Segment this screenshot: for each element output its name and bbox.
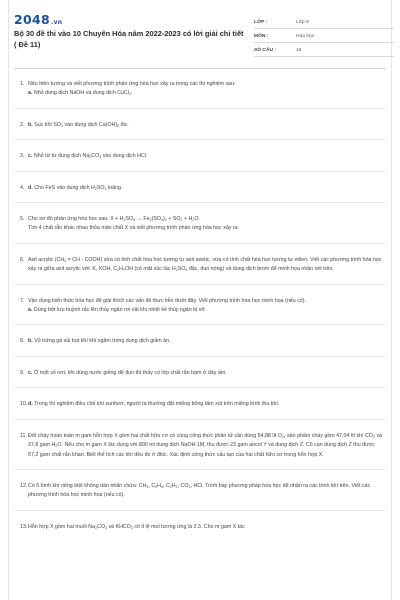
question-2 [14, 121, 386, 140]
document-header [14, 10, 386, 66]
question-text: c. Nhỏ từ từ dung dịch $Na_2CO_3$ vào dung dịch HCl. [28, 153, 148, 160]
page-title: Bộ 30 đề thi vào 10 Chuyên Hóa năm 2022-2023 có lời giải chi tiết ( Đề 11) [14, 29, 244, 49]
site-logo[interactable]: 2048.vn [14, 12, 63, 27]
question-text: Vận dụng kiến thức hóa học để giải thích các vấn đề thực tiễn dưới đây. Viết phương trình hóa học minh họa (nếu có). [28, 297, 307, 304]
question-text: Nêu hiện tượng và viết phương trình phản ứng hóa học xảy ra trong các thí nghiệm sau: [28, 81, 236, 87]
question-text: Có 5 bình khí riêng biệt không dán nhãn chứa: $CH_4$, $C_2H_4$, $C_2H_2$, $CO_2$, HCl. Trình bày phương pháp hóa học để nhận ra các bình khí trên. Viết các phương trình hóa học minh họa (nếu có). [28, 482, 371, 499]
question-list [14, 80, 386, 553]
question-12 [14, 482, 386, 511]
question-7 [14, 297, 386, 326]
question-11 [14, 432, 386, 470]
question-number: 5. [20, 216, 25, 223]
question-4 [14, 184, 386, 203]
question-3 [14, 152, 386, 171]
question-number: 13. [20, 523, 28, 530]
question-13 [14, 523, 386, 541]
question-text: c. Ở một số nơi, khi dùng nước giếng để đun thì thấy có lớp chất rắn bám ở đáy ấm. [28, 369, 227, 376]
meta-subject: MÔN : Hóa học [254, 29, 394, 43]
question-number: 8. [20, 338, 25, 345]
question-number: 2. [20, 121, 25, 128]
header-divider [14, 68, 386, 69]
question-text: Cho sơ đồ phản ứng hóa học sau: $X + H_2SO_4 \to Fe_2(SO_4)_3 + SO_2 + H_2O$. [28, 216, 200, 223]
question-number: 7. [20, 297, 25, 304]
document-meta [254, 15, 394, 57]
question-text: b. Sục khí $SO_2$ vào dung dịch $Ca(OH)_2$ dư. [28, 121, 129, 128]
question-subpart: a. Dùng bột lưu huỳnh rắc lên thủy ngân rơi vãi khi nhiệt kế thủy ngân bị vỡ. [28, 307, 207, 314]
question-text: Axit acrylic ($CH_2$ = CH - COOH) vừa có tính chất hóa học tương tự axit axetic, vừa có tính chất hóa học tương tự etilen. Viết các phương trình hóa học xảy ra giữa axit acrylic với: K, KOH, $C_2H_5OH$ (có mặt xúc tác $H_2SO_4$ đặc, đun nóng) và dung dịch brom để minh họa nhận xét trên. [28, 256, 382, 273]
question-subpart: a. Nhỏ dung dịch NaOH và dung dịch CuCl$_2$. [28, 90, 133, 97]
question-5 [14, 215, 386, 244]
question-text: b. Vỏ trứng gà sủi bọt khí khi ngâm trong dung dịch giấm ăn. [28, 338, 171, 345]
meta-class: LỚP : Lớp 9 [254, 15, 394, 29]
question-8 [14, 337, 386, 356]
question-number: 9. [20, 369, 25, 376]
question-text: d. Trong thí nghiệm điều chế khí sunfurơ, người ta thường đặt miếng bông tẩm xút trên miệng bình thu khí. [28, 401, 280, 408]
question-10 [14, 400, 386, 419]
question-number: 12. [20, 482, 28, 489]
question-number: 11. [20, 432, 27, 439]
question-text: Hỗn hợp X gồm hai muối $Na_2CO_3$ và $KHCO_3$ có tỉ lệ mol tương ứng là 2:3. Cho m gam X tác [28, 523, 245, 530]
question-9 [14, 369, 386, 388]
question-text: d. Cho FeS vào dung dịch $H_2SO_4$ loãng. [28, 184, 123, 191]
question-subpart: Tìm 4 chất rắn khác nhau thỏa mãn chất X và viết phương trình phản ứng hóa học xảy ra. [28, 225, 240, 232]
question-number: 6. [20, 256, 25, 263]
question-number: 3. [20, 153, 25, 160]
question-text: Đốt cháy hoàn toàn m gam hỗn hợp X gồm hai chất hữu cơ có cùng công thức phân tử cần dùng 54,88 lít $O_2$, sản phẩm cháy gồm 47,04 lít khí $CO_2$ và 37,8 gam $H_2O$. Nếu cho m gam X tác dụng với 800 ml dung dịch NaOH 1M, thu được 23 gam ancol Y và dung dịch Z. Cô cạn dung dịch Z thu được 57,2 gam chất rắn khan. Biết thể tích các khí đều đo ở đktc. Xác định công thức cấu tạo của hai chất hữu cơ trong hỗn hợp X. [28, 432, 383, 458]
question-1 [14, 80, 386, 109]
question-6 [14, 256, 386, 285]
question-number: 4. [20, 184, 25, 191]
question-number: 10. [20, 401, 28, 408]
meta-question-count: SỐ CÂU : 16 [254, 43, 394, 57]
question-number: 1. [20, 81, 25, 87]
